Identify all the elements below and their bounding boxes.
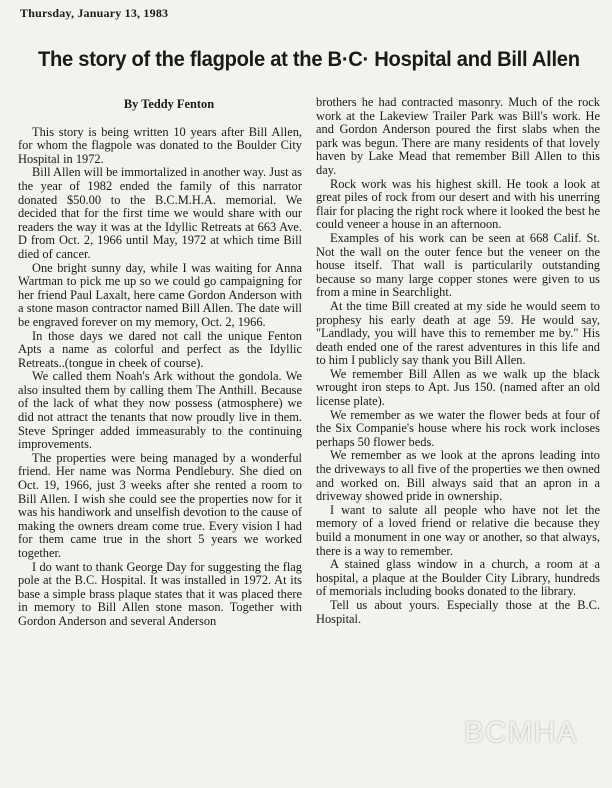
paragraph: We remember as we look at the aprons leading into the driveways to all five of the properties we then owned and worked on. Bill always said that an apron in a driveway showed pride in ownership.	[316, 448, 600, 504]
paragraph: At the time Bill created at my side he would seem to prophesy his early death at age 59. He would say, "Landlady, you will have this to remember me by." His death ended one of the rarest adventures in this life and to him I publicly say thank you Bill Allen.	[316, 298, 600, 368]
paragraph: brothers he had contracted masonry. Much of the rock work at the Lakeview Trailer Park was Bill's work. He and Gordon Anderson poured the first slabs when the park was begun. There are many residents of that lovely haven by Lake Mead that remember Bill Allen to this day.	[316, 95, 600, 177]
paragraph: In those days we dared not call the unique Fenton Apts a name as colorful and perfect as the Idyllic Retreats..(tongue in cheek of course).	[18, 328, 302, 370]
paragraph: Bill Allen will be immortalized in another way. Just as the year of 1982 ended the family of this narrator donated $50.00 to the B.C.M.H.A. memorial. We decided that for the first time we would share with our readers the way it was at the Idyllic Retreats at 663 Ave. D from Oct. 2, 1966 until May, 1972 at which time Bill died of cancer.	[18, 165, 302, 261]
paragraph: One bright sunny day, while I was waiting for Anna Wartman to pick me up so we could go campaigning for her friend Paul Laxalt, here came Gordon Anderson with a stone mason contractor named Bill Allen. The date will be engraved forever on my memory, Oct. 2, 1966.	[18, 260, 302, 329]
paragraph: We remember Bill Allen as we walk up the black wrought iron steps to Apt. Jus 150. (named after an old license plate).	[316, 366, 600, 409]
paragraph: The properties were being managed by a wonderful friend. Her name was Norma Pendlebury. She died on Oct. 19, 1966, just 3 weeks after she rented a room to Bill Allen. I wish she could see the properties now for it was his handiwork and unselfish devotion to the cause of making the owners dream come true. Every vision I had for them came true in the short 5 years we worked together.	[18, 450, 302, 560]
paragraph: Examples of his work can be seen at 668 Calif. St. Not the wall on the outer fence but the veneer on the house itself. That wall is particularily outstanding because so many large copper stones were given to us from a mine in Searchlight.	[316, 230, 600, 300]
byline: By Teddy Fenton	[123, 97, 215, 111]
paragraph: We called them Noah's Ark without the gondola. We also insulted them by calling them The Anthill. Because of the lack of what they now possess (atmosphere) we did not attract the tenants that now proudly live in them. Steve Springer added immeasurably to the continuing improvements.	[18, 369, 302, 452]
article-headline: The story of the flagpole at the B·C· Hospital and Bill Allen	[38, 48, 580, 71]
watermark: BCMHA	[464, 716, 578, 749]
paragraph: I do want to thank George Day for suggesting the flag pole at the B.C. Hospital. It was installed in 1972. At its base a simple brass plaque states that it was placed there in memory to Bill Allen stone mason. Together with Gordon Anderson and several Anderson	[18, 559, 302, 628]
paragraph: I want to salute all people who have not let the memory of a loved friend or relative die because they build a monument in one way or another, so that always, there is a way to remember.	[316, 502, 600, 558]
paragraph: We remember as we water the flower beds at four of the Six Companie's house where his rock work incloses perhaps 50 flower beds.	[316, 407, 600, 449]
article-column-right	[316, 96, 600, 626]
paragraph: Rock work was his highest skill. He took a look at great piles of rock from our desert and with his unerring flair for placing the right rock where it looked the best he could veneer a house in an afternoon.	[316, 176, 600, 232]
article-date: Thursday, January 13, 1983	[20, 6, 169, 20]
paragraph: This story is being written 10 years after Bill Allen, for whom the flagpole was donated to the Boulder City Hospital in 1972.	[18, 124, 302, 166]
paragraph: Tell us about yours. Especially those at the B.C. Hospital.	[316, 597, 600, 626]
paragraph: A stained glass window in a church, a room at a hospital, a plaque at the Boulder City Library, hundreds of memorials including books donated to the library.	[316, 557, 600, 599]
article-column-left	[18, 98, 302, 629]
